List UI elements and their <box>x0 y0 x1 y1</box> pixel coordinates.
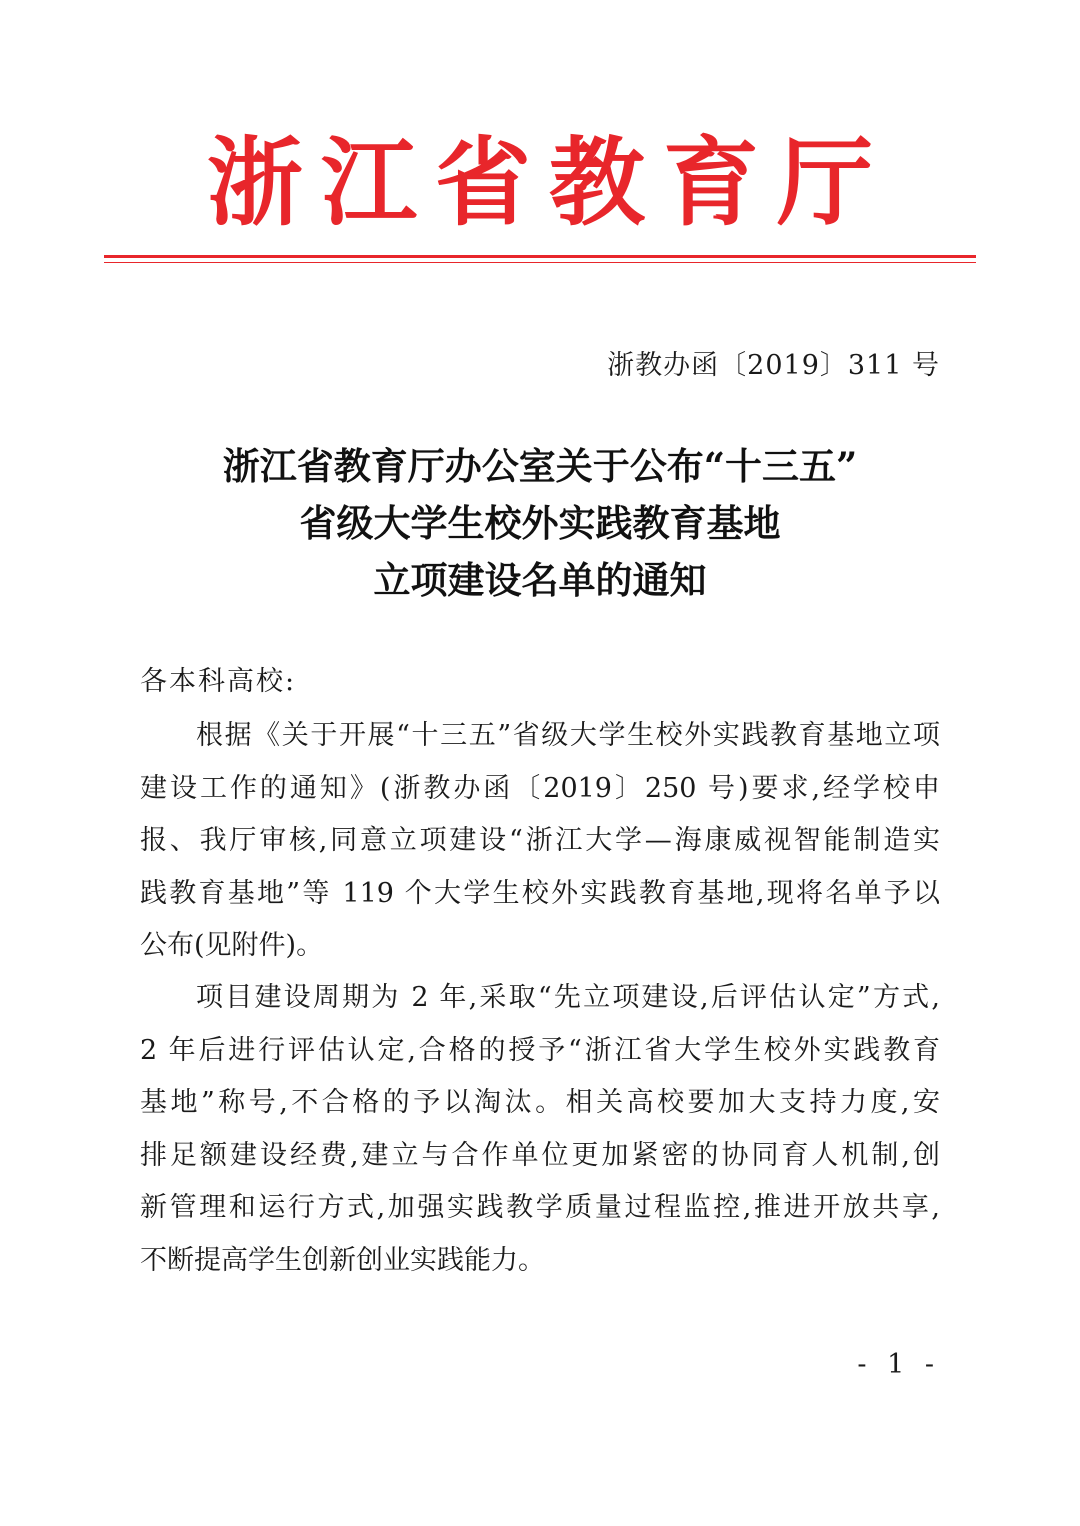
paragraph-line: 基地”称号,不合格的予以淘汰。相关高校要加大支持力度,安 <box>140 1087 940 1118</box>
title-line: 立项建设名单的通知 <box>373 558 707 602</box>
document-number: 浙教办函〔2019〕311 号 <box>607 350 940 381</box>
paragraph-line: 不断提高学生创新创业实践能力。 <box>140 1244 545 1276</box>
page-number: - 1 - <box>857 1349 940 1380</box>
salutation: 各本科高校: <box>140 666 297 697</box>
body-paragraph-1 <box>140 710 940 973</box>
paragraph-line: 践教育基地”等 119 个大学生校外实践教育基地,现将名单予以 <box>140 877 940 909</box>
masthead-title: 浙江省教育厅 <box>207 126 891 239</box>
paragraph-line: 项目建设周期为 2 年,采取“先立项建设,后评估认定”方式, <box>196 982 940 1013</box>
paragraph-line: 新管理和运行方式,加强实践教学质量过程监控,推进开放共享, <box>140 1192 940 1223</box>
paragraph-line: 排足额建设经费,建立与合作单位更加紧密的协同育人机制,创 <box>140 1139 940 1171</box>
paragraph-line: 报、我厅审核,同意立项建设“浙江大学—海康威视智能制造实 <box>140 825 940 856</box>
paragraph-line: 公布(见附件)。 <box>140 930 324 961</box>
masthead-red-rule-thin <box>104 262 976 263</box>
title-line: 省级大学生校外实践教育基地 <box>299 501 781 545</box>
masthead-red-rule <box>104 255 976 258</box>
title-line: 浙江省教育厅办公室关于公布“十三五” <box>222 444 858 488</box>
paragraph-line: 根据《关于开展“十三五”省级大学生校外实践教育基地立项 <box>196 720 940 751</box>
document-title <box>100 438 980 609</box>
body-paragraph-2 <box>140 972 940 1287</box>
paragraph-line: 2 年后进行评估认定,合格的授予“浙江省大学生校外实践教育 <box>140 1034 940 1066</box>
paragraph-line: 建设工作的通知》(浙教办函〔2019〕250 号)要求,经学校申 <box>140 772 940 804</box>
